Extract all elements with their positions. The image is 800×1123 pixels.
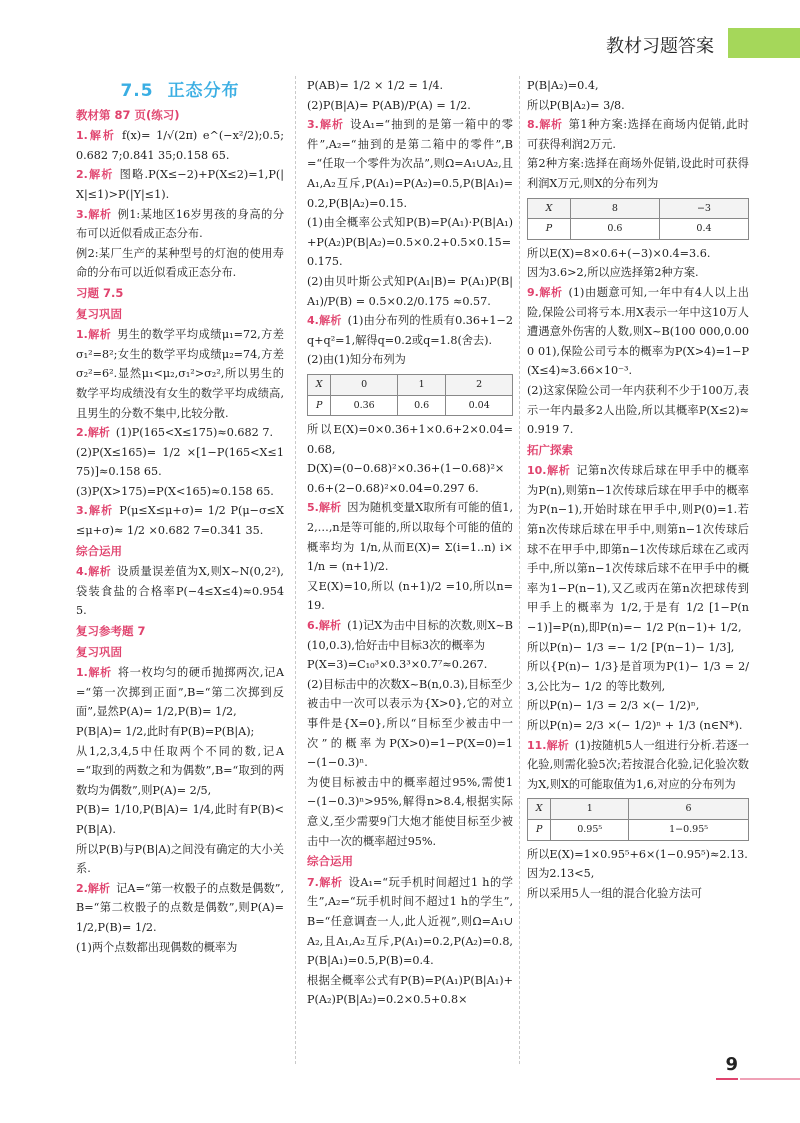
answer-text: 所以P(n)− 1/3 =− 1/2 [P(n−1)− 1/3],	[527, 640, 735, 654]
question-number: 7.	[307, 875, 319, 889]
question-number: 9.	[527, 285, 539, 299]
answer-text: (2)这家保险公司一年内获利不少于100万,表示一年内最多2人出险,所以其概率P(X≤2)≈0.919 7.	[527, 383, 749, 437]
table-row-header: X	[528, 799, 551, 820]
answer-paragraph	[307, 213, 513, 272]
section-title	[76, 82, 284, 102]
table-row-header: X	[528, 198, 571, 219]
answer-paragraph	[307, 420, 513, 459]
question-number: 2.	[76, 426, 88, 440]
answer-label: 解析	[318, 619, 342, 633]
answer-paragraph	[76, 663, 284, 722]
answer-paragraph	[527, 115, 749, 154]
answer-text: (2)P(B|A)= P(AB)/P(A) = 1/2.	[307, 98, 471, 112]
question-number: 1.	[76, 328, 88, 342]
question-number: 3.	[76, 504, 88, 518]
page-number: 9	[725, 1054, 738, 1075]
answer-text: 例1:某地区16岁男孩的身高的分布可以近似看成正态分布.	[76, 207, 285, 241]
answer-text: 记第n次传球后球在甲手中的概率为P(n),则第n−1次传球后球在甲手中的概率为P(n−1),开始时球在甲手中,则P(0)=1.若第n次传球后球在甲手中,则第n−1次传球后球不在甲手中,即第n−1次传球后球在乙或丙手中,所以第n−1次传球后球不在甲手中的概率为1−P(n−1),又乙或丙在第n次把球传到甲手上的概率为 1/2,于是有 1/2 [1−P(n−1)]=P(n),即P(n)=− 1/2 P(n−1)+ 1/2,	[527, 464, 749, 635]
answer-text: (1)P(165<X≤175)≈0.682 7.	[115, 426, 273, 440]
answer-list	[76, 126, 284, 283]
answer-paragraph	[76, 800, 284, 839]
answer-text: 第1种方案:选择在商场内促销,此时可获得利润2万元.	[527, 118, 749, 151]
answer-label: 解析	[538, 285, 563, 299]
answer-text: P(B|A)= 1/2,此时有P(B)=P(B|A);	[76, 725, 255, 738]
answer-paragraph	[527, 461, 749, 637]
answer-text: (3)P(X>175)=P(X<165)≈0.158 65.	[76, 484, 274, 498]
answer-paragraph	[76, 443, 284, 482]
answer-text: (1)由全概率公式知P(B)=P(A₁)·P(B|A₁)+P(A₂)P(B|A₂)=0.5×0.2+0.5×0.15=0.175.	[307, 216, 513, 269]
answer-list	[76, 562, 284, 621]
answer-paragraph	[307, 971, 513, 1010]
answer-paragraph	[76, 165, 284, 204]
answer-text: 设质量误差值为X,则X~N(0,2²),袋装食盐的合格率P(−4≤X≤4)≈0.954 5.	[76, 565, 284, 618]
answer-text: 男生的数学平均成绩μ₁=72,方差σ₁²=8²;女生的数学平均成绩μ₂=74,方差σ₂²=6².显然μ₁<μ₂,σ₁²>σ₂²,所以男生的数学平均成绩没有女生的数学平均成绩高,且男生的分数不集中,比较分散.	[76, 328, 284, 420]
answer-paragraph	[527, 845, 749, 865]
answer-paragraph	[76, 722, 284, 742]
answer-paragraph	[307, 577, 513, 616]
answer-paragraph	[76, 205, 284, 244]
answer-paragraph	[527, 638, 749, 658]
answer-label: 解析	[318, 501, 342, 515]
table-row-header: P	[308, 395, 331, 416]
page-number-underline	[716, 1078, 738, 1080]
answer-label: 解析	[318, 314, 342, 328]
answer-text: 所以{P(n)− 1/3}是首项为P(1)− 1/3 = 2/3,公比为− 1/2 的等比数列,	[527, 660, 749, 693]
answer-text: 记A=“第一枚骰子的点数是偶数”,B=“第二枚骰子的点数是偶数”,则P(A)= 1/2,P(B)= 1/2.	[76, 881, 285, 934]
answer-text: 根据全概率公式有P(B)=P(A₁)P(B|A₁)+P(A₂)P(B|A₂)=0.2×0.5+0.8×	[307, 973, 513, 1007]
answer-paragraph	[527, 736, 749, 795]
answer-paragraph	[527, 884, 749, 904]
answer-paragraph	[527, 381, 749, 440]
answer-list	[527, 76, 749, 194]
column-divider	[519, 76, 520, 1064]
answer-paragraph	[527, 283, 749, 381]
subsection-heading: 复习巩固	[76, 306, 122, 321]
header-title: 教材习题答案	[606, 36, 714, 57]
answer-paragraph	[307, 459, 513, 498]
answer-text: 所以E(X)=0×0.36+1×0.6+2×0.04=0.68,	[307, 423, 513, 456]
question-number: 8.	[527, 118, 539, 132]
answer-label: 解析	[87, 168, 114, 182]
column-divider	[295, 76, 296, 1064]
table-cell: 0.95⁵	[551, 819, 629, 840]
answer-paragraph	[527, 864, 749, 884]
answer-text: 又E(X)=10,所以 (n+1)/2 =10,所以n=19.	[307, 579, 513, 613]
answer-paragraph	[307, 96, 513, 116]
answer-text: (2)由贝叶斯公式知P(A₁|B)= P(A₁)P(B|A₁)/P(B) = 0.5×0.2/0.175 ≈0.57.	[307, 274, 513, 308]
table-cell: 0.6	[570, 219, 659, 240]
question-number: 3.	[76, 207, 88, 221]
table-cell: 0	[331, 374, 398, 395]
answer-label: 解析	[87, 129, 116, 143]
answer-paragraph	[76, 325, 284, 423]
answer-label: 解析	[87, 565, 112, 579]
answer-label: 解析	[87, 328, 112, 342]
answer-text: 设A₁=“玩手机时间超过1 h的学生”,A₂=“玩手机时间不超过1 h的学生”,B=“任意调查一人,此人近视”,则Ω=A₁∪A₂,且A₁,A₂互斥,P(A₁)=0.2,P(A₂)=0.8,P(B|A₁)=0.5,P(B)=0.4.	[307, 875, 513, 968]
answer-paragraph	[307, 350, 513, 370]
answer-paragraph	[307, 498, 513, 576]
section-name: 正态分布	[167, 81, 240, 101]
answer-paragraph	[76, 938, 284, 958]
answer-text: 所以P(n)= 2/3 ×(− 1/2)ⁿ + 1/3 (n∈N*).	[527, 719, 743, 732]
answer-text: 所以P(B)与P(B|A)之间没有确定的大小关系.	[76, 842, 284, 876]
answer-paragraph	[76, 423, 284, 443]
answer-text: 例2:某厂生产的某种型号的灯泡的使用寿命的分布可以近似看成正态分布.	[76, 246, 284, 280]
answer-paragraph	[307, 873, 513, 971]
answer-paragraph	[527, 716, 749, 736]
table-cell: −3	[659, 198, 748, 219]
answer-paragraph	[527, 263, 749, 283]
answer-text: 因为3.6>2,所以应选择第2种方案.	[527, 266, 699, 280]
answer-paragraph	[76, 840, 284, 879]
table-cell: 8	[570, 198, 659, 219]
table-cell: 0.4	[659, 219, 748, 240]
table-cell: 1	[397, 374, 445, 395]
subsection-heading: 复习参考题 7	[76, 624, 146, 639]
table-row-header: P	[528, 219, 571, 240]
answer-list	[527, 461, 749, 794]
answer-paragraph	[307, 311, 513, 350]
answer-list	[307, 873, 513, 1010]
answer-label: 解析	[546, 738, 569, 752]
subsection-heading: 复习巩固	[76, 644, 122, 659]
distribution-table	[527, 198, 749, 240]
answer-paragraph	[76, 742, 284, 801]
distribution-table	[527, 798, 749, 840]
answer-text: (1)两个点数都出现偶数的概率为	[76, 940, 238, 954]
answer-list	[76, 663, 284, 957]
answer-label: 解析	[87, 207, 112, 221]
answer-text: (2)目标击中的次数X~B(n,0.3),目标至少被击中一次可以表示为{X>0},它的对立事件是{X=0},所以“目标至少被击中一次”的概率为P(X>0)=1−P(X=0)=1−(1−0.3)ⁿ.	[307, 677, 513, 770]
column-1	[76, 76, 284, 957]
answer-label: 解析	[87, 881, 111, 895]
answer-paragraph	[76, 562, 284, 621]
question-number: 1.	[76, 666, 88, 680]
subsection-heading: 教材第 87 页(练习)	[76, 107, 180, 122]
table-cell: 2	[446, 374, 513, 395]
answer-text: 从1,2,3,4,5中任取两个不同的数,记A=“取到的两数之和为偶数”,B=“取到的两数均为偶数”,则P(A)= 2/5,	[76, 744, 284, 797]
answer-label: 解析	[538, 118, 563, 132]
answer-text: (1)由分布列的性质有0.36+1−2q+q²=1,解得q=0.2或q=1.8(舍去).	[307, 314, 513, 347]
answer-text: (1)记X为击中目标的次数,则X~B(10,0.3),恰好击中目标3次的概率为	[307, 619, 514, 652]
question-number: 4.	[307, 314, 319, 328]
answer-text: P(X=3)=C₁₀³×0.3³×0.7⁷≈0.267.	[307, 658, 488, 672]
table-cell: 1	[551, 799, 629, 820]
answer-list	[307, 420, 513, 851]
subsection-heading: 综合运用	[307, 854, 353, 869]
answer-paragraph	[76, 482, 284, 502]
question-number: 2.	[76, 881, 88, 895]
header-accent-bar	[728, 28, 800, 58]
answer-text: 将一枚均匀的硬币抛掷两次,记A=“第一次掷到正面”,B=“第二次掷到反面”,显然P(A)= 1/2,P(B)= 1/2,	[76, 666, 285, 719]
answer-text: 为使目标被击中的概率超过95%,需使1−(1−0.3)ⁿ>95%,解得n>8.4,根据实际意义,至少需要9门大炮才能使目标至少被击中一次的概率超过95%.	[307, 775, 513, 848]
answer-text: (1)由题意可知,一年中有4人以上出险,保险公司将亏本.用X表示一年中这10万人遭遇意外伤害的人数,则X~B(100 000,0.000 01),保险公司亏本的概率为P(X>4)=1−P(X≤4)≈3.66×10⁻³.	[527, 285, 749, 378]
answer-text: 因为随机变量X取所有可能的值1,2,…,n是等可能的,所以取每个可能的值的概率均为 1/n,从而E(X)= Σ(i=1..n) i× 1/n = (n+1)/2.	[307, 501, 514, 574]
distribution-table	[307, 374, 513, 416]
question-number: 3.	[307, 118, 319, 132]
answer-text: 所以采用5人一组的混合化验方法可	[527, 886, 702, 900]
answer-paragraph	[76, 126, 284, 165]
question-number: 2.	[76, 168, 88, 182]
answer-text: 所以P(B|A₂)= 3/8.	[527, 98, 625, 112]
answer-paragraph	[307, 272, 513, 311]
answer-text: 第2种方案:选择在商场外促销,设此时可获得利润X万元,则X的分布列为	[527, 157, 749, 190]
answer-text: P(B|A₂)=0.4,	[527, 79, 599, 92]
question-number: 1.	[76, 129, 88, 143]
question-number: 10.	[527, 464, 547, 478]
answer-text: 所以E(X)=1×0.95⁵+6×(1−0.95⁵)≈2.13.	[527, 847, 748, 861]
table-cell: 0.6	[397, 395, 445, 416]
table-cell: 6	[629, 799, 749, 820]
answer-label: 解析	[318, 875, 343, 889]
answer-list	[76, 325, 284, 541]
question-number: 5.	[307, 501, 319, 515]
page-footer-accent	[740, 1078, 800, 1080]
answer-text: (2)P(X≤165)= 1/2 ×[1−P(165<X≤175)]≈0.158 65.	[76, 445, 284, 479]
answer-paragraph	[527, 96, 749, 116]
column-3	[527, 76, 749, 903]
answer-paragraph	[527, 76, 749, 96]
answer-list	[527, 845, 749, 904]
subsection-heading: 综合运用	[76, 543, 122, 558]
subsection-heading: 拓广探索	[527, 442, 573, 457]
answer-paragraph	[307, 675, 513, 773]
table-row-header: P	[528, 819, 551, 840]
answer-label: 解析	[546, 464, 571, 478]
column-2	[307, 76, 513, 1010]
answer-paragraph	[307, 773, 513, 851]
answer-paragraph	[307, 76, 513, 96]
table-row-header: X	[308, 374, 331, 395]
answer-paragraph	[527, 154, 749, 193]
answer-text: P(μ≤X≤μ+σ)= 1/2 P(μ−σ≤X≤μ+σ)≈ 1/2 ×0.682 7=0.341 35.	[76, 504, 284, 538]
answer-paragraph	[76, 244, 284, 283]
table-cell: 1−0.95⁵	[629, 819, 749, 840]
answer-paragraph	[307, 655, 513, 675]
answer-text: 设A₁=“抽到的是第一箱中的零件”,A₂=“抽到的是第二箱中的零件”,B=“任取一个零件为次品”,则Ω=A₁∪A₂,且A₁,A₂互斥,P(A₁)=P(A₂)=0.5,P(B|A₁)=0.2,P(B|A₂)=0.15.	[307, 118, 513, 210]
answer-text: D(X)=(0−0.68)²×0.36+(1−0.68)²×0.6+(2−0.68)²×0.04=0.297 6.	[307, 462, 505, 495]
answer-paragraph	[76, 879, 284, 938]
answer-paragraph	[307, 616, 513, 655]
answer-paragraph	[527, 696, 749, 716]
answer-label: 解析	[87, 504, 114, 518]
answer-text: 图略.P(X≤−2)+P(X≤2)=1,P(|X|≤1)>P(|Y|≤1).	[76, 168, 284, 201]
question-number: 4.	[76, 565, 88, 579]
answer-list	[307, 76, 513, 370]
answer-paragraph	[307, 115, 513, 213]
answer-paragraph	[527, 244, 749, 264]
answer-label: 解析	[318, 118, 345, 132]
answer-text: (1)按随机5人一组进行分析.若逐一化验,则需化验5次;若按混合化验,记化验次数为X,则X的可能取值为1,6,对应的分布列为	[527, 738, 749, 791]
answer-text: 所以P(n)− 1/3 = 2/3 ×(− 1/2)ⁿ,	[527, 699, 700, 713]
table-cell: 0.36	[331, 395, 398, 416]
answer-text: f(x)= 1/√(2π) e^(−x²/2);0.5;0.682 7;0.841 35;0.158 65.	[76, 129, 284, 162]
answer-label: 解析	[87, 666, 112, 680]
answer-text: (2)由(1)知分布列为	[307, 353, 406, 367]
section-number: 7.5	[120, 81, 154, 101]
answer-paragraph	[527, 657, 749, 696]
answer-text: 因为2.13<5,	[527, 867, 595, 881]
answer-label: 解析	[87, 426, 110, 440]
answer-list	[527, 244, 749, 440]
answer-text: 所以E(X)=8×0.6+(−3)×0.4=3.6.	[527, 246, 711, 260]
subsection-heading: 习题 7.5	[76, 285, 124, 300]
table-cell: 0.04	[446, 395, 513, 416]
question-number: 11.	[527, 738, 547, 752]
answer-text: P(B)= 1/10,P(B|A)= 1/4,此时有P(B)<P(B|A).	[76, 803, 284, 836]
answer-text: P(AB)= 1/2 × 1/2 = 1/4.	[307, 79, 444, 92]
question-number: 6.	[307, 619, 319, 633]
answer-paragraph	[76, 501, 284, 540]
